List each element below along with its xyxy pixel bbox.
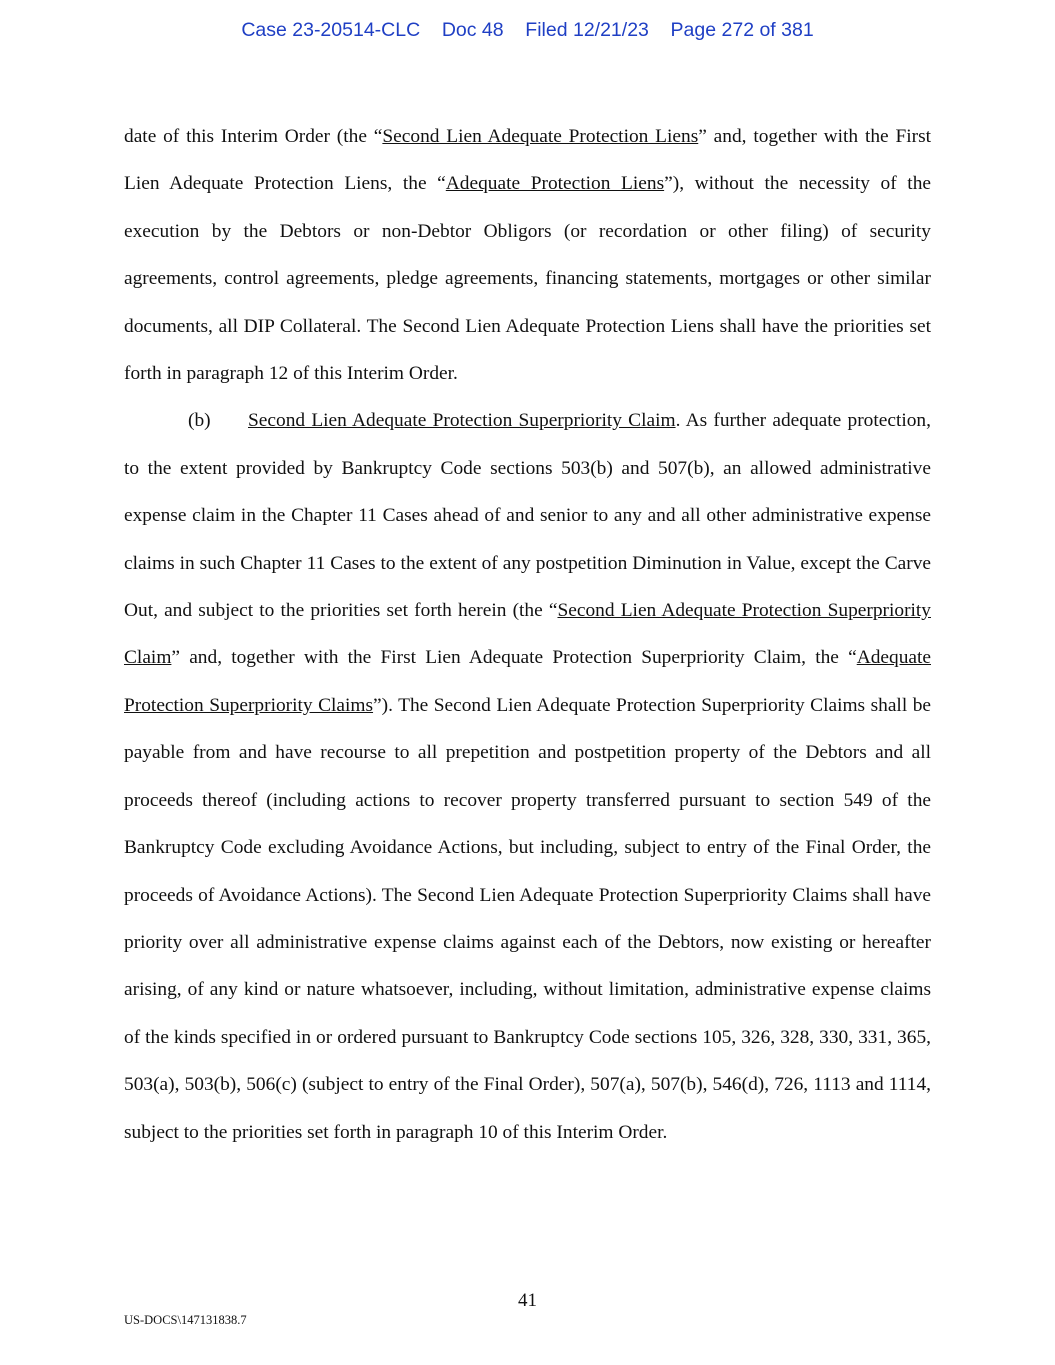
text-run: ” and, together with the First Lien Adequate Protection Superpriority Claim, the “ [171, 647, 857, 669]
paragraph-b [124, 397, 931, 1156]
defined-term: Adequate Protection Superpriority Claims [124, 647, 931, 716]
text-run: ”), without the necessity of the execution by the Debtors or non-Debtor Obligors (or recordation or other filing) of security agreements, control agreements, pledge agreements, financing statements, mortgages or other similar documents, all DIP Collateral. The Second Lien Adequate Protection Liens shall have the priorities set forth in paragraph 12 of this Interim Order. [124, 173, 931, 385]
page-number: 41 [518, 1290, 537, 1311]
text-run: . As further adequate protection, to the extent provided by Bankruptcy Code sections 503(b) and 507(b), an allowed administrative expense claim in the Chapter 11 Cases ahead of and senior to any and all other administrative expense claims in such Chapter 11 Cases to the extent of any postpetition Diminution in Value, except the Carve Out, and subject to the priorities set forth herein (the “ [124, 410, 931, 622]
paragraph-label: (b) [188, 410, 211, 432]
section-heading: Second Lien Adequate Protection Superpriority Claim [248, 410, 676, 432]
court-filing-header: Case 23-20514-CLC Doc 48 Filed 12/21/23 Page 272 of 381 [241, 19, 814, 41]
text-run: ” and, together with the First Lien Adequate Protection Liens, the “ [124, 126, 932, 195]
document-body [124, 113, 931, 1156]
text-run: date of this Interim Order (the “ [124, 126, 383, 147]
paragraph-continuation [124, 113, 931, 397]
defined-term: Second Lien Adequate Protection Liens [382, 126, 699, 147]
defined-term: Second Lien Adequate Protection Superpriority Claim [124, 600, 931, 669]
defined-term: Adequate Protection Liens [445, 173, 665, 195]
text-run: ”). The Second Lien Adequate Protection Superpriority Claims shall be payable from and have recourse to all prepetition and postpetition property of the Debtors and all proceeds thereof (including actions to recover property transferred pursuant to section 549 of the Bankruptcy Code excluding Avoidance Actions, but including, subject to entry of the Final Order, the proceeds of Avoidance Actions). The Second Lien Adequate Protection Superpriority Claims shall have priority over all administrative expense claims against each of the Debtors, now existing or hereafter arising, of any kind or nature whatsoever, including, without limitation, administrative expense claims of the kinds specified in or ordered pursuant to Bankruptcy Code sections 105, 326, 328, 330, 331, 365, 503(a), 503(b), 506(c) (subject to entry of the Final Order), 507(a), 507(b), 546(d), 726, 1113 and 1114, subject to the priorities set forth in paragraph 10 of this Interim Order. [124, 694, 932, 1143]
document-id: US-DOCS\147131838.7 [124, 1313, 247, 1327]
